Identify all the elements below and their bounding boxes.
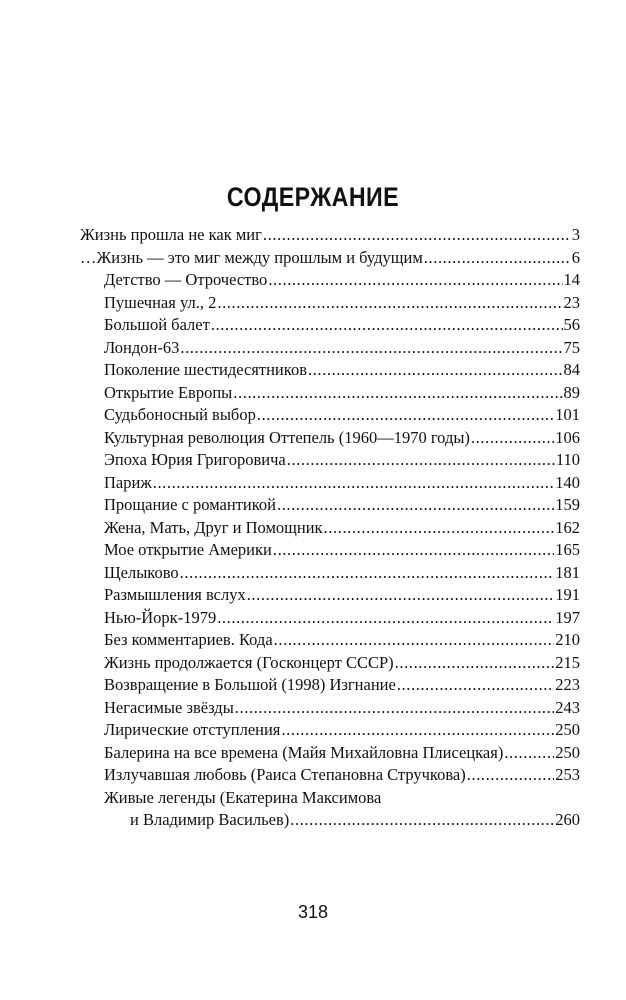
toc-leader-dots xyxy=(153,472,555,494)
toc-entry xyxy=(104,517,580,539)
toc-entry-title: Лондон-63 xyxy=(104,337,180,357)
toc-entry xyxy=(104,427,580,449)
toc-leader-dots xyxy=(277,494,554,516)
toc-entry-title: Мое открытие Америки xyxy=(104,540,272,559)
toc-leader-dots xyxy=(471,427,554,449)
toc-entry-page: 210 xyxy=(555,630,580,649)
toc-entry xyxy=(104,449,580,471)
toc-entry-page: 162 xyxy=(555,517,580,537)
toc-entry-title: Негасимые звёзды xyxy=(104,697,234,717)
toc-entry-page: 243 xyxy=(555,697,580,717)
toc-entry xyxy=(104,494,580,516)
toc-entry-page: 197 xyxy=(555,607,580,627)
toc-entry-title: Щелыково xyxy=(104,562,179,582)
toc-entry xyxy=(104,472,580,494)
toc-entry-page: 159 xyxy=(555,495,580,514)
toc-leader-dots xyxy=(395,652,555,674)
toc-leader-dots xyxy=(217,292,562,314)
toc-entry-title: Открытие Европы xyxy=(104,382,233,402)
toc-leader-dots xyxy=(263,224,571,246)
toc-entry xyxy=(104,539,580,561)
toc-entry-title: Жизнь прошла не как миг xyxy=(80,225,262,244)
toc-entry-page: 56 xyxy=(563,315,580,334)
toc-entry-page: 253 xyxy=(555,765,580,784)
toc-entry xyxy=(104,314,580,336)
toc-entry xyxy=(104,292,580,314)
toc-leader-dots xyxy=(180,562,555,584)
toc-leader-dots xyxy=(273,539,554,561)
toc-leader-dots xyxy=(504,742,554,764)
toc-entry xyxy=(130,809,580,831)
toc-leader-dots xyxy=(467,764,555,786)
toc-entry-page: 84 xyxy=(563,360,580,379)
toc-leader-dots xyxy=(274,629,555,651)
toc-leader-dots xyxy=(397,674,554,696)
toc-entry-title: Пушечная ул., 2 xyxy=(104,292,217,312)
toc-leader-dots xyxy=(217,607,554,629)
toc-leader-dots xyxy=(308,359,563,381)
toc-entry-title: Прощание с романтикой xyxy=(104,495,276,514)
toc-entry-title: Культурная революция Оттепель (1960—1970 годы) xyxy=(104,427,470,447)
toc-entry-page: 110 xyxy=(555,450,580,469)
toc-entry xyxy=(104,269,580,291)
toc-leader-dots xyxy=(211,314,563,336)
toc-entry-page: 191 xyxy=(555,585,580,604)
toc-entry-title: …Жизнь — это миг между прошлым и будущим xyxy=(80,247,423,267)
toc-leader-dots xyxy=(281,719,554,741)
toc-entry-title: Без комментариев. Кода xyxy=(104,630,273,649)
toc-entry-title: Балерина на все времена (Майя Михайловна Плисецкая) xyxy=(104,742,504,762)
toc-entry-title: Детство — Отрочество xyxy=(104,270,268,289)
toc-leader-dots xyxy=(424,247,571,269)
toc-entry-title: Жена, Мать, Друг и Помощник xyxy=(104,517,323,537)
toc-entry-title: Размышления вслух xyxy=(104,585,246,604)
toc-entry-title: Поколение шестидесятников xyxy=(104,360,307,379)
page-title: СОДЕРЖАНИЕ xyxy=(226,182,400,212)
toc-entry xyxy=(80,224,580,246)
toc-entry-page: 140 xyxy=(555,472,580,492)
toc-entry xyxy=(104,742,580,764)
toc-leader-dots xyxy=(324,517,555,539)
toc-entry xyxy=(104,607,580,629)
toc-entry-title: Излучавшая любовь (Раиса Степановна Стручкова) xyxy=(104,765,466,784)
toc-entry-page: 89 xyxy=(563,382,580,402)
toc-leader-dots xyxy=(287,449,555,471)
toc-leader-dots xyxy=(233,382,562,404)
toc-leader-dots xyxy=(247,584,555,606)
toc-entry-page: 215 xyxy=(555,652,580,672)
toc-entry xyxy=(104,719,580,741)
toc-entry-page: 106 xyxy=(555,427,580,447)
toc-entry xyxy=(104,629,580,651)
toc-leader-dots xyxy=(290,809,554,831)
toc-entry-title: Нью-Йорк-1979 xyxy=(104,607,217,627)
page-number: 318 xyxy=(297,902,329,922)
toc-entry xyxy=(104,382,580,404)
toc-leader-dots xyxy=(257,404,554,426)
toc-entry xyxy=(104,674,580,696)
toc-entry-page: 6 xyxy=(571,247,580,267)
toc-entry xyxy=(104,697,580,719)
toc-entry-page: 101 xyxy=(555,405,580,424)
toc-entry-title-line2: и Владимир Васильев) xyxy=(130,810,290,829)
toc-entry-page: 23 xyxy=(563,292,580,312)
toc-entry-page: 223 xyxy=(555,675,580,694)
toc-entry-title: Жизнь продолжается (Госконцерт СССР) xyxy=(104,652,394,672)
toc-entry xyxy=(104,562,580,584)
toc-leader-dots xyxy=(180,337,562,359)
toc-entry-page: 260 xyxy=(555,810,580,829)
toc-entry-page: 250 xyxy=(555,720,580,739)
toc-entry-page: 181 xyxy=(555,562,580,582)
toc-entry-page: 3 xyxy=(571,225,580,244)
toc-entry-title: Париж xyxy=(104,472,152,492)
toc-entry xyxy=(104,652,580,674)
toc-entry xyxy=(104,584,580,606)
toc-entry-title: Большой балет xyxy=(104,315,210,334)
toc-entry xyxy=(80,247,580,269)
toc-entry-title: Возвращение в Большой (1998) Изгнание xyxy=(104,675,396,694)
toc-entry-title: Лирические отступления xyxy=(104,720,281,739)
toc-entry-title-line1: Живые легенды (Екатерина Максимова xyxy=(104,787,382,807)
toc-entry-page: 14 xyxy=(563,270,580,289)
toc-entry xyxy=(104,337,580,359)
toc-entry-page: 165 xyxy=(555,540,580,559)
toc-entry xyxy=(104,359,580,381)
toc-entry-title: Эпоха Юрия Григоровича xyxy=(104,450,286,469)
toc-leader-dots xyxy=(268,269,562,291)
toc-leader-dots xyxy=(235,697,554,719)
toc-entry-title: Судьбоносный выбор xyxy=(104,405,256,424)
toc-entry-page: 250 xyxy=(555,742,580,762)
toc-entry-page: 75 xyxy=(563,337,580,357)
toc-entry xyxy=(104,764,580,786)
toc-entry xyxy=(104,404,580,426)
